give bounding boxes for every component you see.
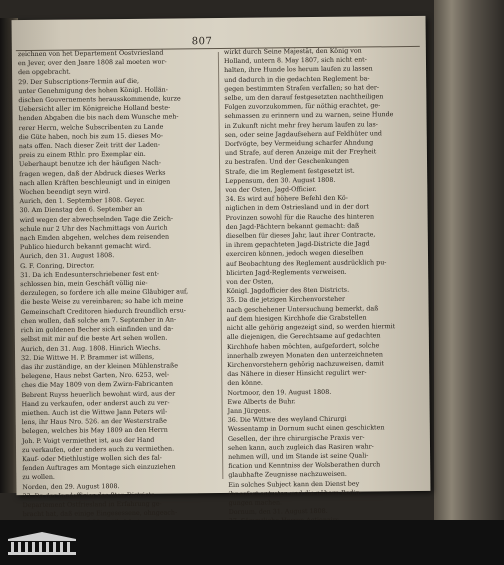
left-column-line: dischen Gouvernements herausskommende, kurze (18, 95, 181, 105)
right-column-line: sen, oder seine Jagdaufsehern auf Feldhüter und (224, 130, 383, 139)
right-column-line: 35. Da die jetzigen Kirchenvorsteher (226, 296, 346, 305)
left-column-line: Wochen beendigt seyn wird. (19, 188, 111, 197)
right-column-line: den könne. (227, 379, 263, 388)
right-column-line: Dorfvögte, bey Vermeidung scharfer Ahndung (224, 139, 374, 148)
right-column-line: zu bestrafen. Und der Geschenkungen (224, 158, 350, 167)
left-column-line: Bebrent Ruyss heuerlich bewohnt wird, aus der (21, 390, 176, 399)
left-column-line: bracht hat, daß einige Eingesessene, ohngeach- (22, 509, 178, 519)
left-column-line: die beste Weise zu vereinbaren; so habe ich meine (20, 297, 184, 307)
left-column-line: fenden Auftrages am Montage sich einzuziehen (22, 463, 176, 473)
right-column-line: Ein solches Subject kann den Dienst bey (228, 480, 360, 489)
right-column-line: blicirten Jagd-Reglements verweisen. (226, 268, 347, 277)
left-column-line: nach allen Kräften beschleunigt und in einigen (19, 178, 171, 187)
right-column-line: Strafe, die im Reglement festgesetzt ist. (225, 167, 355, 176)
left-column-line: miethen. Auch ist die Wittwe Jann Peters wil- (21, 408, 168, 418)
right-column-line: sehmassen zu erinnern und zu warnen, seine Hunde (224, 111, 394, 121)
left-column-line: selbst mit mir auf die beste Art sehen wollen. (20, 334, 168, 344)
right-column-line: gungen machen. (228, 499, 283, 507)
left-column-line: henden Abgaben die bis nach dem Wunsche meh- (18, 113, 179, 123)
right-column-line: Jann Jürgens. (227, 407, 272, 415)
right-column-line: Dornum, den 31. August 1808. (228, 508, 328, 517)
right-column-line: auf Beobachtung des Reglement ausdrücklich pu- (226, 258, 387, 268)
right-column-line: in Zukunft nicht mehr frey herum laufen zu las- (224, 120, 378, 130)
left-column-line: Aurich, den 31. August 1808. (19, 252, 115, 261)
right-column-line: exerciren können, jedoch wegen dieselben (225, 249, 364, 259)
left-column-line: Norden, den 29. August 1808. (22, 482, 120, 491)
right-column-line: wirkt durch Seine Majestät, den König von (223, 47, 362, 56)
left-column-line: belegen, welches bis May 1809 an den Herrn (21, 426, 168, 436)
left-column-line: Departement Ostfriesland in Erfahrung ge- (22, 500, 162, 510)
left-column-line: Joh. P. Voigt vermiethet ist, aus der Hand (21, 436, 155, 445)
right-column-line: ihr sofort antreten und die nähern Bedin- (228, 489, 362, 498)
right-column-line: Königl. Jagdofficier des 8ten Districts. (226, 286, 350, 296)
left-column-line: Ueberhaupt benutze ich der häufigen Nach- (19, 160, 162, 169)
right-column-line: und Strafe, auf deren Anzeige mit der Freyheit (224, 148, 377, 158)
right-column-line: nach geschehener Untersuchung bemerkt, daß (226, 305, 379, 314)
left-column-line: das ihr zuständige, an der kleinen Mühlenstraße (21, 362, 179, 372)
left-column (18, 48, 221, 538)
right-column-line: alle diejenigen, die Gerechtsame auf gedachten (226, 332, 381, 342)
left-column-line: wird wegen der abwechselnden Tage die Zeich- (19, 215, 174, 224)
right-column-line: und dadurch in die gedachten Reglement ba- (224, 75, 370, 84)
right-column-line: Nortmoor, den 19. August 1808. (227, 388, 332, 397)
right-column-line: niglichen in dem Ostriesland und in der dort (225, 203, 370, 213)
left-column-line: Gemeinschaft Creditoren hiedurch freundlich ersu- (20, 307, 186, 316)
left-column-line: belegene, Haus nebst Garten, Nro. 6253, wel- (21, 371, 170, 381)
right-column-line: Kirchhofe haben möchten, aufgefordert, solche (226, 341, 380, 351)
left-column-line: zeichnen von het Departement Oostvriesland (17, 49, 164, 59)
left-column-line: zu verkaufen, oder anders auch zu vermiethen. (21, 445, 175, 454)
library-building-logo-icon (6, 530, 78, 558)
left-column-line: 32. Die Wittwe H. P. Brammer ist willens, (21, 353, 155, 362)
left-column-line: nats offen. Nach dieser Zeit tritt der Laden- (18, 141, 161, 151)
left-column-line: Aurich, den 1. September 1808. Geyer. (19, 197, 145, 206)
left-column-line: die Güte haben, noch bis zum 15. dieses Mo- (18, 132, 164, 141)
right-column-line: Provinzen sowohl für die Rauche des hinteren (225, 213, 375, 222)
left-column-line: Publico hiedurch bekannt gemacht wird. (19, 242, 152, 252)
left-column-line: unter Genehmigung des hohen Königl. Hollän- (18, 86, 168, 95)
right-column-line: Kirchenvorstehern gehörig nachzuweisen, damit (227, 360, 385, 369)
right-column-line: in ihrem gepachteten Jagd-Districte die Jagd (225, 240, 370, 250)
right-column-line: halten, ihre Hunde los herum laufen zu lassen (224, 65, 373, 75)
right-column-line: auf dem hiesigen Kirchhofe die Grabstellen (226, 314, 367, 323)
right-column (224, 46, 427, 536)
right-column-line: 34. Es wird auf höhere Befehl den Kö- (225, 194, 348, 204)
right-column-line: innerhalb zweyen Monaten den unterzeichneten (227, 351, 384, 360)
left-column-line: 30. Am Dienstag den 6. September an (19, 206, 143, 215)
left-column-line: Kauf- oder Miethlustige wollen sich des fal- (22, 454, 162, 464)
book-page (12, 16, 431, 519)
right-column-line: fication und Kenntniss der Wolsberathen durch (228, 461, 381, 471)
page-number: 807 (191, 36, 213, 48)
right-column-line: sehen kann, auch zugleich das Rasiren wahr- (227, 443, 374, 452)
left-column-line: derzulegen, so fordere ich alle meine Gläubiger auf, (20, 288, 189, 298)
right-column-line: glaubhafte Zeugnisse nachzuweisen. (228, 471, 347, 480)
left-column-line: chen wollen, daß solche am 7. September in An- (20, 316, 177, 325)
left-column-line: nach Emden abgehen, welches dem reisenden (19, 233, 170, 243)
left-column-line: rich im goldenen Becher sich einfinden und da- (20, 325, 174, 335)
right-column-line: 36. Die Wittwe des weyland Chirurgi (227, 415, 347, 425)
left-column-line: 33. Da der Jagdoffizier des 8ten Districts (22, 491, 155, 500)
right-column-line: nicht alle gehörig angezeigt sind, so werden hiermit (226, 323, 396, 333)
left-column-line: den opgebracht. (18, 68, 71, 77)
left-column-line: Aurich, den 31. Aug. 1808. Hinrich Wiechs. (20, 344, 161, 353)
left-column-line: 31. Da ich Endesunterschriebener fest ent- (20, 270, 160, 279)
left-column-line: en Jever, over den Jaare 1808 zal moeten wor- (17, 58, 167, 68)
right-column-line: dieselben für dieses Jahr, laut ihrer Contracte, (225, 231, 376, 241)
right-column-line: von der Osten, Jagd-Officier. (225, 186, 317, 194)
right-column-line: Gesellen, der ihre chirurgische Praxis ver- (227, 434, 365, 443)
left-column-line: schule nur 2 Uhr des Nachmittags von Aurich (19, 224, 168, 233)
left-column-line: G. F. Conring, Director. (20, 261, 95, 270)
right-column-line: Wessentamp in Dornum sucht einen geschickten (227, 424, 385, 434)
page-stack-edges (434, 0, 504, 520)
right-column-line: Ewe Alberts de Buhr. (227, 397, 296, 406)
right-column-line: selbe, um den darauf festgesetzten nachtheiligen (224, 93, 384, 102)
left-column-line: 29. Der Subscriptions-Termin auf die, (18, 77, 140, 86)
left-column-line: rerer Herrn, welche Subscribenten zu Lande (18, 123, 164, 132)
right-column-line: das Nähere in dieser Hinsicht regulirt wer- (227, 369, 367, 379)
right-column-line: den Jagd-Pächtern bekannt gemacht: daß (225, 222, 360, 231)
left-column-line: ches die May 1809 von dem Zwirn-Fabricanten (21, 380, 174, 390)
right-column-line: Leppensum, den 30. August 1808. (225, 176, 336, 185)
left-column-line: Uebersicht aller im Königreiche Holland beste- (18, 104, 171, 114)
right-column-line: von der Osten, (226, 278, 274, 287)
left-column-line: schlossen bin, mein Geschäft völlig nie- (20, 279, 148, 289)
right-column-line: Holland, untern 8. May 1807, sich nicht ent- (223, 56, 367, 66)
left-column-line: preis zu einem Rthlr. pro Exemplar ein. (18, 151, 146, 160)
right-column-line: Folgen zuvorzukommen, für nöthig erachtet, ge- (224, 102, 381, 112)
left-column-line: zu wollen. (22, 474, 55, 482)
left-column-line: Hand zu verkaufen, oder anderst auch zu ver- (21, 399, 170, 408)
left-column-line: fragen wegen, daß der Abdruck dieses Werks (19, 169, 166, 178)
left-column-line: lens, ihr Haus Nro. 526. an der Westerstraße (21, 417, 167, 427)
right-column-line: gegen bestimmten Strafen verfallen; so hat der- (224, 84, 380, 93)
right-column-line: nehmen will, und im Stande ist seine Quali- (228, 452, 369, 461)
